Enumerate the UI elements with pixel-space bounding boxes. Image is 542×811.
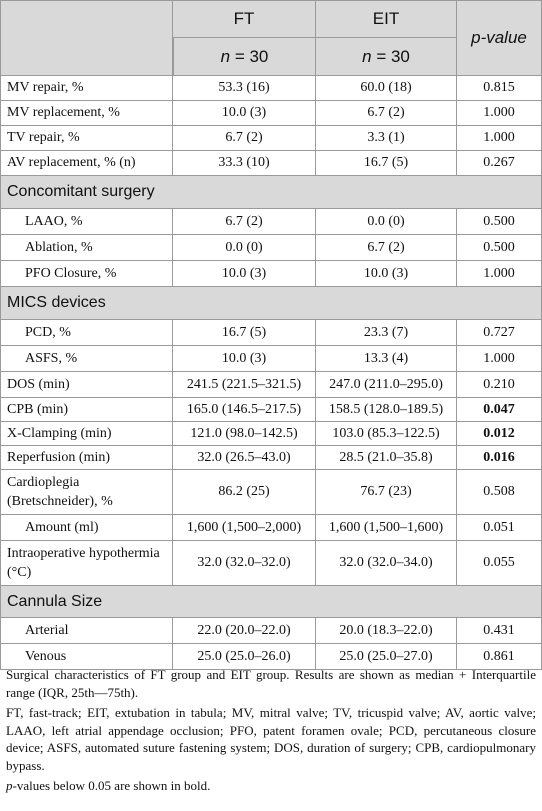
p-value: 0.727: [457, 320, 542, 346]
p-value: 0.500: [457, 235, 542, 261]
row-label: Amount (ml): [0, 515, 173, 541]
n-eit: n = 30: [316, 38, 457, 76]
p-value: 1.000: [457, 346, 542, 372]
eit-value: 10.0 (3): [316, 261, 457, 287]
table-row: [0, 235, 542, 261]
row-label: Ablation, %: [0, 235, 173, 261]
section-title: MICS devices: [0, 287, 542, 320]
section-title: Concomitant surgery: [0, 176, 542, 209]
ft-value: 32.0 (26.5–43.0): [173, 446, 316, 470]
eit-value: 1,600 (1,500–1,600): [316, 515, 457, 541]
p-value: 0.861: [457, 644, 542, 670]
row-label: Venous: [0, 644, 173, 670]
abbreviations-note: FT, fast-track; EIT, extubation in tabula; MV, mitral valve; TV, tricuspid valve; AV, aortic valve; LAAO, left atrial appendage occlusion; PFO, patent foramen ovale; PCD, percutaneous closure device; ASFS, automated suture fastening system; DOS, duration of surgery; CPB, cardiopulmonary bypass.: [6, 705, 536, 773]
eit-value: 158.5 (128.0–189.5): [316, 398, 457, 422]
table-row: [0, 422, 542, 446]
eit-value: 76.7 (23): [316, 470, 457, 515]
row-label: ASFS, %: [0, 346, 173, 372]
row-label: LAAO, %: [0, 209, 173, 235]
ft-value: 1,600 (1,500–2,000): [173, 515, 316, 541]
eit-value: 16.7 (5): [316, 151, 457, 176]
table-footnotes: [6, 666, 536, 798]
section-row-mics: [0, 287, 542, 320]
table-row: [0, 126, 542, 151]
bold-values-note: p-values below 0.05 are shown in bold.: [6, 778, 211, 793]
header-row: [0, 0, 542, 38]
eit-value: 60.0 (18): [316, 76, 457, 101]
table-row: [0, 151, 542, 176]
row-label: AV replacement, % (n): [0, 151, 173, 176]
p-value: 0.508: [457, 470, 542, 515]
eit-value: 32.0 (32.0–34.0): [316, 541, 457, 586]
row-label: CPB (min): [0, 398, 173, 422]
ft-value: 32.0 (32.0–32.0): [173, 541, 316, 586]
table-row: [0, 76, 542, 101]
ft-value: 6.7 (2): [173, 209, 316, 235]
caption-note: Surgical characteristics of FT group and EIT group. Results are shown as median + Interquartile range (IQR, 25th—75th).: [6, 667, 536, 700]
table-row: [0, 209, 542, 235]
section-row-cannula: [0, 586, 542, 618]
p-value: 0.500: [457, 209, 542, 235]
ft-value: 10.0 (3): [173, 261, 316, 287]
ft-value: 53.3 (16): [173, 76, 316, 101]
p-value: 0.431: [457, 618, 542, 644]
ft-value: 10.0 (3): [173, 346, 316, 372]
table-row: [0, 398, 542, 422]
row-label: MV repair, %: [0, 76, 173, 101]
ft-value: 22.0 (20.0–22.0): [173, 618, 316, 644]
table-row: [0, 101, 542, 126]
header-ft: FT: [173, 0, 316, 38]
ft-value: 86.2 (25): [173, 470, 316, 515]
table-row: [0, 320, 542, 346]
p-value-bold: 0.047: [457, 398, 542, 422]
row-label: PCD, %: [0, 320, 173, 346]
eit-value: 6.7 (2): [316, 235, 457, 261]
eit-value: 3.3 (1): [316, 126, 457, 151]
eit-value: 25.0 (25.0–27.0): [316, 644, 457, 670]
ft-value: 10.0 (3): [173, 101, 316, 126]
table-row: [0, 261, 542, 287]
row-label: Reperfusion (min): [0, 446, 173, 470]
row-label: Cardioplegia (Bretschneider), %: [0, 470, 173, 515]
ft-value: 25.0 (25.0–26.0): [173, 644, 316, 670]
row-label: Arterial: [0, 618, 173, 644]
ft-value: 121.0 (98.0–142.5): [173, 422, 316, 446]
table-row: [0, 446, 542, 470]
ft-value: 0.0 (0): [173, 235, 316, 261]
n-ft: n = 30: [173, 38, 316, 76]
table-row: [0, 470, 542, 515]
table-row: [0, 346, 542, 372]
p-value: 0.210: [457, 372, 542, 398]
header-p-value: [457, 0, 542, 76]
p-value-label: p-value: [471, 28, 527, 47]
eit-value: 103.0 (85.3–122.5): [316, 422, 457, 446]
ft-value: 16.7 (5): [173, 320, 316, 346]
section-title: Cannula Size: [0, 586, 542, 618]
row-label: X-Clamping (min): [0, 422, 173, 446]
eit-value: 23.3 (7): [316, 320, 457, 346]
p-value: 0.267: [457, 151, 542, 176]
ft-value: 241.5 (221.5–321.5): [173, 372, 316, 398]
row-label: TV repair, %: [0, 126, 173, 151]
ft-value: 165.0 (146.5–217.5): [173, 398, 316, 422]
p-value: 1.000: [457, 126, 542, 151]
table-row: [0, 515, 542, 541]
row-label: PFO Closure, %: [0, 261, 173, 287]
row-label: MV replacement, %: [0, 101, 173, 126]
table-row: [0, 618, 542, 644]
row-label: Intraoperative hypothermia (°C): [0, 541, 173, 586]
p-value: 1.000: [457, 101, 542, 126]
row-label: DOS (min): [0, 372, 173, 398]
p-value: 1.000: [457, 261, 542, 287]
p-value-bold: 0.012: [457, 422, 542, 446]
eit-value: 20.0 (18.3–22.0): [316, 618, 457, 644]
eit-value: 28.5 (21.0–35.8): [316, 446, 457, 470]
eit-value: 247.0 (211.0–295.0): [316, 372, 457, 398]
eit-value: 13.3 (4): [316, 346, 457, 372]
eit-value: 6.7 (2): [316, 101, 457, 126]
p-value: 0.055: [457, 541, 542, 586]
p-value: 0.051: [457, 515, 542, 541]
table-row: [0, 372, 542, 398]
header-eit: EIT: [316, 0, 457, 38]
p-value: 0.815: [457, 76, 542, 101]
p-value-bold: 0.016: [457, 446, 542, 470]
ft-value: 33.3 (10): [173, 151, 316, 176]
ft-value: 6.7 (2): [173, 126, 316, 151]
table-row: [0, 541, 542, 586]
header-empty-cell: [0, 0, 173, 76]
eit-value: 0.0 (0): [316, 209, 457, 235]
section-row-concomitant: [0, 176, 542, 209]
